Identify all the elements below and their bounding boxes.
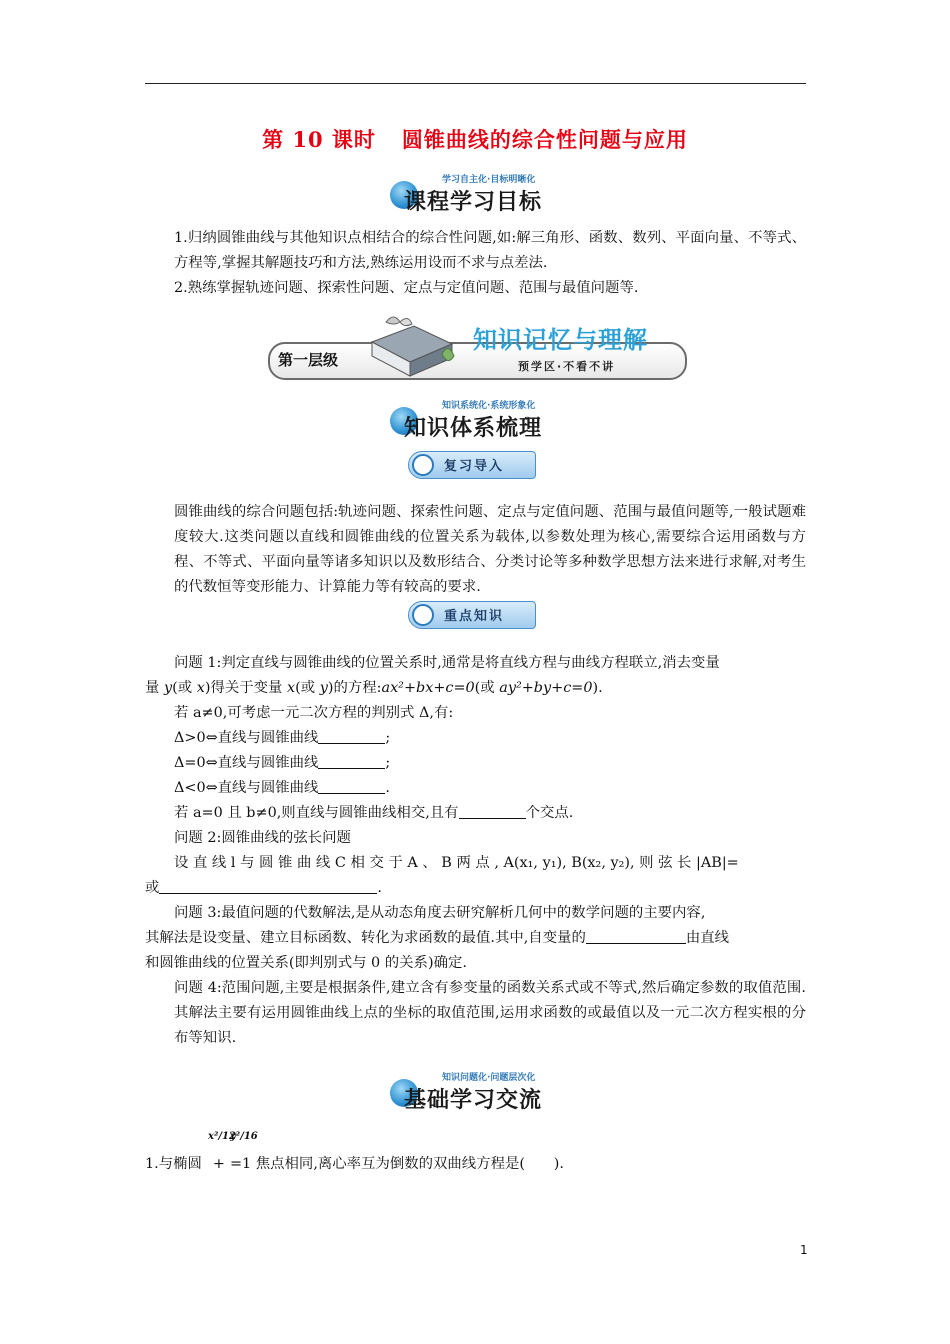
clock-icon xyxy=(412,454,434,476)
section-badge-course-goals xyxy=(0,172,950,216)
q3-line-2: 其解法是设变量、建立目标函数、转化为求函数的最值.其中,自变量的 由直线 xyxy=(145,926,806,951)
goal-2: 2.熟练掌握轨迹问题、探索性问题、定点与定值问题、范围与最值问题等. xyxy=(174,280,639,296)
q1-line-3: 若 a≠0,可考虑一元二次方程的判别式 Δ,有: xyxy=(174,705,454,721)
badge-caption: 知识系统化·系统形象化 xyxy=(442,401,536,411)
intro-paragraph: 圆锥曲线的综合问题包括:轨迹问题、探索性问题、定点与定值问题、范围与最值问题等,一般试题难度较大.这类问题以直线和圆锥曲线的位置关系为载体,以参数处理为核心,需要综合运用函数与方程、不等式、平面向量等诸多知识以及数形结合、分类讨论等多种数学思想方法来进行求解,对考生的代数恒等变形能力、计算能力等有较高的要求. xyxy=(174,504,806,595)
q1-case-3: Δ<0⇔直线与圆锥曲线 . xyxy=(145,776,835,801)
header-rule xyxy=(145,83,806,84)
lesson-number: 第 10 课时 xyxy=(262,127,376,152)
q3-line-1: 问题 3:最值问题的代数解法,是从动态角度去研究解析几何中的数学问题的主要内容, xyxy=(174,905,706,921)
answer-blank[interactable] xyxy=(318,777,385,794)
goal-1: 1.归纳圆锥曲线与其他知识点相结合的综合性问题,如:解三角形、函数、数列、平面向量、不等式、方程等,掌握其解题技巧和方法,熟练运用设而不求与点差法. xyxy=(174,230,806,271)
answer-blank[interactable] xyxy=(318,727,385,744)
sub-badge-review xyxy=(408,451,536,479)
q4-paragraph: 问题 4:范围问题,主要是根据条件,建立含有参变量的函数关系式或不等式,然后确定参数的取值范围.其解法主要有运用圆锥曲线上点的坐标的取值范围,运用求函数的或最值以及一元二次方程实根的分布等知识. xyxy=(174,980,806,1046)
badge-caption: 学习自主化·目标明晰化 xyxy=(442,175,536,185)
q1-line-4: 若 a=0 且 b≠0,则直线与圆锥曲线相交,且有 个交点. xyxy=(145,801,835,826)
badge-title: 课程学习目标 xyxy=(404,190,543,215)
banner-subtitle: 预学区·不看不讲 xyxy=(518,360,616,373)
badge-title: 基础学习交流 xyxy=(404,1088,543,1113)
lesson-name: 圆锥曲线的综合性问题与应用 xyxy=(401,127,688,152)
page-number: 1 xyxy=(800,1243,808,1257)
answer-blank[interactable] xyxy=(459,802,526,819)
q1-case-2: Δ=0⇔直线与圆锥曲线 ; xyxy=(145,751,835,776)
section-badge-basic-exchange xyxy=(0,1070,950,1114)
ellipse-term-x: x²/12 xyxy=(208,1131,236,1142)
book-butterfly-icon xyxy=(364,312,459,380)
section-badge-knowledge-system xyxy=(0,398,950,442)
q2-line-1: 问题 2:圆锥曲线的弦长问题 xyxy=(174,830,351,846)
sub-badge-label: 重点知识 xyxy=(444,609,505,624)
sub-badge-key-points xyxy=(408,601,536,629)
q1-case-1: Δ>0⇔直线与圆锥曲线 ; xyxy=(145,726,835,751)
sub-badge-label: 复习导入 xyxy=(444,459,505,474)
first-level-banner xyxy=(268,308,688,388)
q2-line-3: 或 . xyxy=(145,876,806,901)
lesson-title xyxy=(0,124,950,154)
answer-blank[interactable] xyxy=(159,877,377,894)
badge-caption: 知识问题化·问题层次化 xyxy=(442,1073,536,1083)
q3-line-3: 和圆锥曲线的位置关系(即判别式与 0 的关系)确定. xyxy=(145,955,467,971)
q2-line-2: 设 直 线 l 与 圆 锥 曲 线 C 相 交 于 A 、 B 两 点 , A(x₁, y₁), B(x₂, y₂), 则 弦 长 |AB|= xyxy=(174,855,739,871)
q1-line-2: 量 y(或 x)得关于变量 x(或 y)的方程:ax²+bx+c=0(或 ay²+by+c=0). xyxy=(145,680,603,696)
banner-title: 知识记忆与理解 xyxy=(473,326,648,354)
badge-title: 知识体系梳理 xyxy=(404,416,543,441)
clock-icon xyxy=(412,604,434,626)
ellipse-term-y: y²/16 xyxy=(230,1131,258,1142)
answer-blank[interactable] xyxy=(318,752,385,769)
answer-blank[interactable] xyxy=(586,927,686,944)
exercise-1: 1.与椭圆 + =1 焦点相同,离心率互为倒数的双曲线方程是( ). xyxy=(145,1156,564,1172)
banner-level: 第一层级 xyxy=(278,351,339,369)
q1-line-1: 问题 1:判定直线与圆锥曲线的位置关系时,通常是将直线方程与曲线方程联立,消去变量 xyxy=(174,655,720,671)
